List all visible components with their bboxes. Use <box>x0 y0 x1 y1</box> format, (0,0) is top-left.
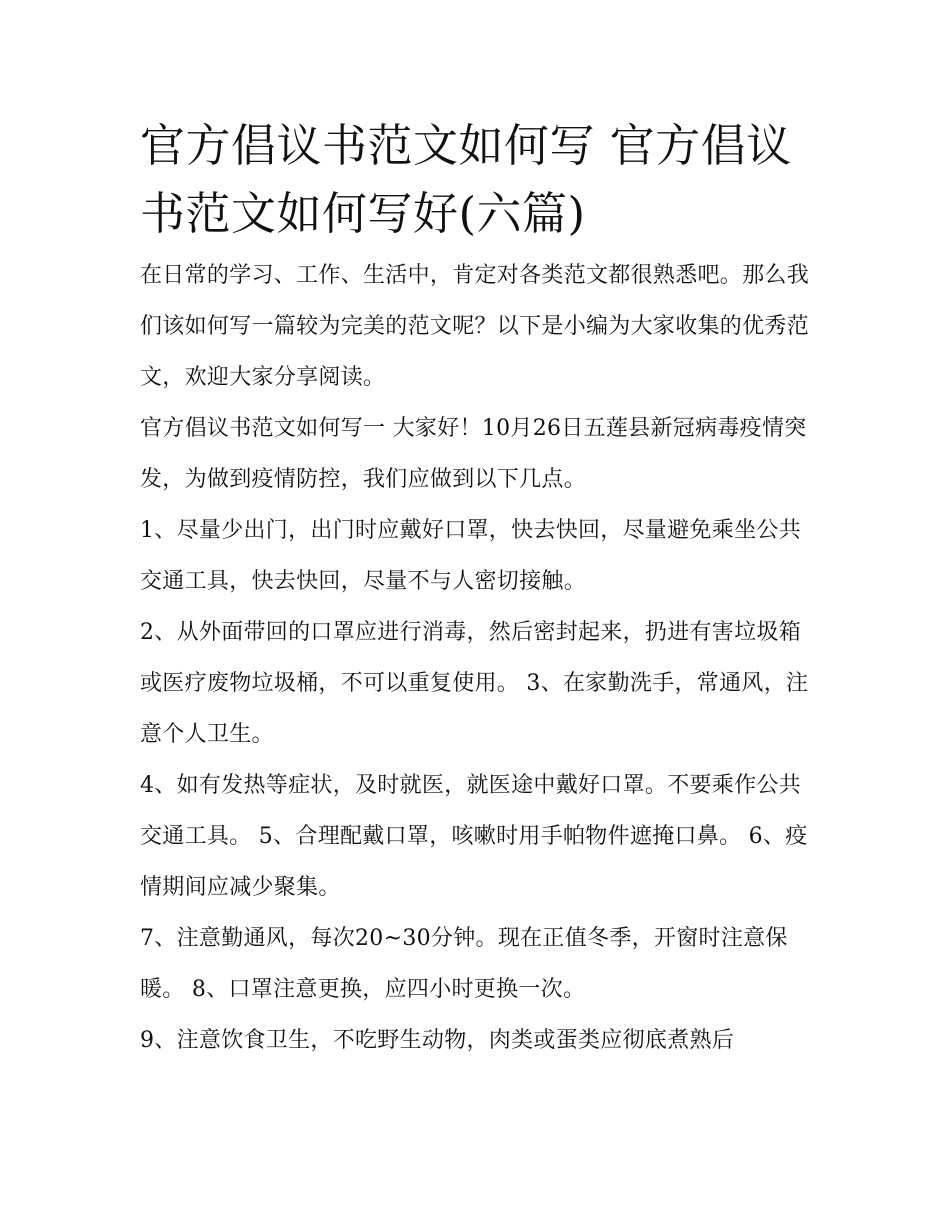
paragraph-item-2-3: 2、从外面带回的口罩应进行消毒，然后密封起来，扔进有害垃圾箱或医疗废物垃圾桶，不可以重复使用。 3、在家勤洗手，常通风，注意个人卫生。 <box>140 620 809 747</box>
paragraph-item-1: 1、尽量少出门，出门时应戴好口罩，快去快回，尽量避免乘坐公共交通工具，快去快回，尽量不与人密切接触。 <box>140 518 801 594</box>
paragraph-item-7-8: 7、注意勤通风，每次20~30分钟。现在正值冬季，开窗时注意保暖。 8、口罩注意更换，应四小时更换一次。 <box>140 926 788 1002</box>
paragraph-item-4-6: 4、如有发热等症状，及时就医，就医途中戴好口罩。不要乘作公共交通工具。 5、合理配戴口罩，咳嗽时用手帕物件遮掩口鼻。 6、疫情期间应减少聚集。 <box>140 773 808 900</box>
document-page <box>140 112 820 1066</box>
paragraph-item-9: 9、注意饮食卫生，不吃野生动物，肉类或蛋类应彻底煮熟后 <box>140 1028 735 1053</box>
paragraph-intro: 在日常的学习、工作、生活中，肯定对各类范文都很熟悉吧。那么我们该如何写一篇较为完美的范文呢？以下是小编为大家收集的优秀范文，欢迎大家分享阅读。 <box>140 263 810 390</box>
document-title: 官方倡议书范文如何写 官方倡议书范文如何写好(六篇) <box>140 119 792 240</box>
paragraph-opening: 官方倡议书范文如何写一 大家好！10月26日五莲县新冠病毒疫情突发，为做到疫情防控，我们应做到以下几点。 <box>140 416 807 492</box>
